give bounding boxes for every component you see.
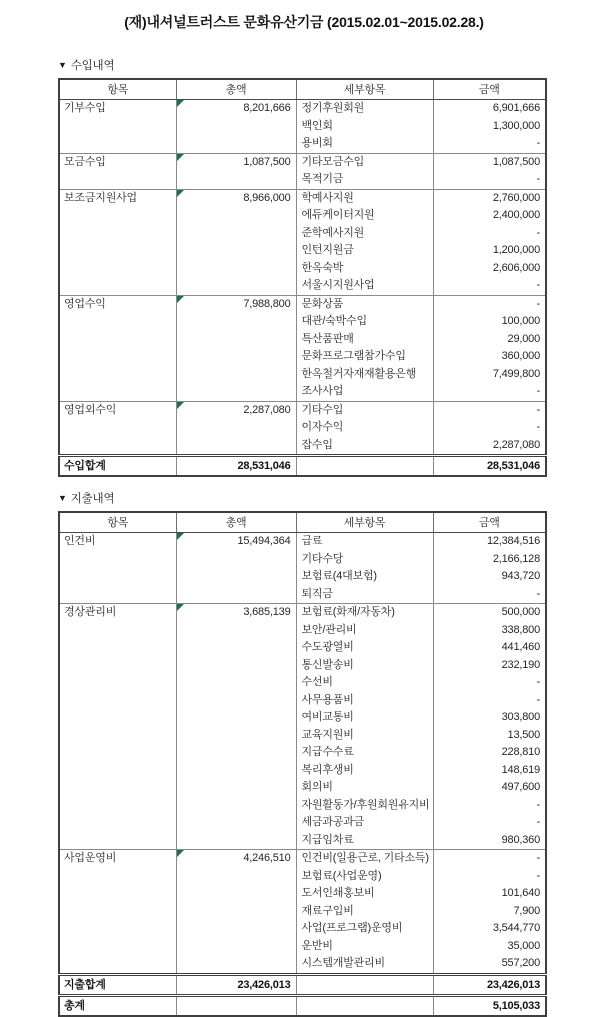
subitem-amount: 1,200,000 [492,244,540,256]
subitem-label: 대관/숙박수입 [301,315,367,327]
table-row [59,295,546,401]
subitem-amount: - [536,421,540,433]
subitem-amount: 1,300,000 [492,119,540,132]
subitem-amount: 6,901,666 [492,102,540,114]
income-table-body [59,100,546,456]
item-cell: 인건비 [59,533,176,604]
subitem-amount: 29,000 [507,332,540,345]
subitem-amount: 3,544,770 [492,922,540,934]
income-section [58,57,550,477]
subitem-amount: 100,000 [501,315,540,327]
subitem-amount: 7,499,800 [492,367,540,380]
income-table [58,78,547,477]
note-marker-icon [177,604,184,611]
subitem-label: 시스템개발관리비 [301,957,385,969]
table-row [59,604,546,850]
subitem-amount: 943,720 [501,570,540,582]
subitem-amount: 35,000 [507,939,540,952]
expense-table [58,511,547,1017]
subitem-label: 지급수수료 [301,746,354,758]
subitem-label: 보안/관리비 [301,623,357,636]
subitem-label: 사무용품비 [301,693,354,706]
subitem-amount: 303,800 [501,711,540,723]
item-cell: 기부수입 [59,100,176,154]
subitem-label: 교육지원비 [301,728,354,741]
column-header-2: 세부항목 [296,512,433,533]
amounts-cell [433,401,546,456]
expense-section-label-text: 지출내역 [70,493,115,505]
subitem-amount: - [536,693,540,706]
header-row [59,512,546,533]
subitem-label: 정기후원회원 [301,102,365,114]
subitem-label: 서울시지원사업 [301,279,375,291]
item-cell: 보조금지원사업 [59,189,176,295]
table-row [59,533,546,604]
subitem-amount: 2,166,128 [492,552,540,565]
subitem-label: 수선비 [301,676,333,688]
total-cell: 7,988,800 [176,295,296,401]
note-marker-icon [177,296,184,303]
expense-table-foot [59,974,546,1016]
note-marker-icon [177,402,184,409]
subitem-amount: - [536,816,540,828]
subitem-label: 보험료(화재/자동차) [301,606,395,618]
subitem-label: 인턴지원금 [301,244,354,256]
item-cell: 모금수입 [59,153,176,189]
table-row [59,401,546,456]
subitem-amount: 2,287,080 [492,438,540,451]
subitem-amount: 2,400,000 [492,209,540,221]
amounts-cell [433,850,546,975]
subitem-amount: - [536,869,540,882]
subitem-label: 특산품판매 [301,332,354,345]
subitem-amount: - [536,385,540,397]
summary-sub-cell [296,974,433,995]
subitem-label: 회의비 [301,781,333,793]
subitem-amount: 980,360 [501,833,540,846]
column-header-0: 항목 [59,512,176,533]
subitem-amount: - [536,403,540,416]
subitems-cell [296,153,433,189]
table-row [59,189,546,295]
income-table-head [59,79,546,100]
subitem-label: 수도광열비 [301,641,354,653]
column-header-3: 금액 [433,512,546,533]
summary-total-cell: 28,531,046 [176,456,296,477]
table-row [59,850,546,975]
item-cell: 사업운영비 [59,850,176,975]
table-row [59,153,546,189]
subitems-cell [296,295,433,401]
subitem-label: 조사사업 [301,385,344,397]
subitem-label: 준학예사지원 [301,226,365,239]
subitem-label: 보험료(4대보험) [301,570,377,582]
subitems-cell [296,533,433,604]
subitem-label: 기타수당 [301,552,344,565]
note-marker-icon [177,533,184,540]
amounts-cell [433,100,546,154]
subitem-amount: - [536,279,540,291]
total-cell: 15,494,364 [176,533,296,604]
summary-row [59,995,546,1016]
subitem-label: 재료구입비 [301,904,354,917]
subitem-label: 이자수익 [301,421,344,433]
subitem-amount: 1,087,500 [492,155,540,168]
column-header-2: 세부항목 [296,79,433,100]
total-cell: 2,287,080 [176,401,296,456]
subitem-amount: 441,460 [501,641,540,653]
summary-amount-cell: 23,426,013 [433,974,546,995]
subitem-label: 용비회 [301,137,333,149]
subitem-amount: 148,619 [501,763,540,776]
summary-row [59,974,546,995]
column-header-3: 금액 [433,79,546,100]
subitem-amount: 7,900 [513,904,540,917]
amounts-cell [433,295,546,401]
subitem-label: 한옥숙박 [301,261,344,274]
subitem-label: 여비교통비 [301,711,354,723]
total-cell: 8,966,000 [176,189,296,295]
subitem-label: 문화프로그램참가수입 [301,350,406,362]
subitem-amount: 2,606,000 [492,261,540,274]
subitem-amount: 2,760,000 [492,191,540,204]
subitem-amount: - [536,587,540,600]
triangle-down-icon: ▼ [58,493,67,503]
subitem-label: 문화상품 [301,297,344,310]
subitem-label: 운반비 [301,939,333,952]
subitem-amount: - [536,852,540,864]
subitem-label: 세금과공과금 [301,816,365,828]
summary-sub-cell [296,456,433,477]
subitem-amount: - [536,137,540,149]
expense-table-head [59,512,546,533]
subitem-amount: - [536,297,540,310]
subitem-amount: - [536,173,540,185]
total-cell: 1,087,500 [176,153,296,189]
summary-total-cell [176,995,296,1016]
subitem-label: 한옥철거자재재활용은행 [301,367,417,380]
summary-amount-cell: 28,531,046 [433,456,546,477]
subitem-amount: 12,384,516 [486,535,540,547]
subitems-cell [296,604,433,850]
subitem-label: 복리후생비 [301,763,354,776]
note-marker-icon [177,850,184,857]
subitem-label: 학예사지원 [301,191,354,204]
subitem-amount: 101,640 [501,887,540,899]
subitem-label: 잡수입 [301,438,333,451]
summary-label-cell: 지출합계 [59,974,176,995]
expense-table-body [59,533,546,975]
subitem-label: 도서인쇄홍보비 [301,887,375,899]
subitems-cell [296,850,433,975]
total-cell: 3,685,139 [176,604,296,850]
subitem-amount: - [536,676,540,688]
summary-sub-cell [296,995,433,1016]
summary-label-cell: 총계 [59,995,176,1016]
subitem-label: 기타모금수입 [301,155,365,168]
subitem-amount: 338,800 [501,623,540,636]
summary-row [59,456,546,477]
note-marker-icon [177,154,184,161]
subitems-cell [296,100,433,154]
subitem-label: 자원활동가/후원회원유지비 [301,798,430,811]
column-header-0: 항목 [59,79,176,100]
subitem-label: 백인회 [301,119,333,132]
subitem-amount: 232,190 [501,658,540,671]
column-header-1: 총액 [176,512,296,533]
income-section-label-text: 수입내역 [70,60,115,72]
note-marker-icon [177,190,184,197]
expense-section [58,490,550,1017]
subitem-amount: 360,000 [501,350,540,362]
subitem-label: 에듀케이터지원 [301,209,375,221]
summary-amount-cell: 5,105,033 [433,995,546,1016]
subitem-amount: - [536,798,540,811]
table-row [59,100,546,154]
subitem-amount: 500,000 [501,606,540,618]
page-title: (재)내셔널트러스트 문화유산기금 (2015.02.01~2015.02.28.) [124,14,484,30]
subitem-label: 퇴직금 [301,587,333,600]
subitem-label: 보험료(사업운영) [301,869,382,882]
total-cell: 8,201,666 [176,100,296,154]
subitem-amount: 228,810 [501,746,540,758]
item-cell: 경상관리비 [59,604,176,850]
income-table-foot [59,456,546,477]
total-cell: 4,246,510 [176,850,296,975]
subitems-cell [296,401,433,456]
subitem-amount: 13,500 [507,728,540,741]
amounts-cell [433,604,546,850]
expense-section-label [58,490,550,506]
subitems-cell [296,189,433,295]
note-marker-icon [177,100,184,107]
item-cell: 영업외수익 [59,401,176,456]
subitem-amount: 557,200 [501,957,540,969]
amounts-cell [433,153,546,189]
amounts-cell [433,189,546,295]
subitem-label: 기타수입 [301,403,344,416]
subitem-label: 통신발송비 [301,658,354,671]
column-header-1: 총액 [176,79,296,100]
summary-label-cell: 수입합계 [59,456,176,477]
subitem-amount: - [536,226,540,239]
subitem-label: 목적기금 [301,173,344,185]
subitem-label: 사업(프로그램)운영비 [301,922,403,934]
subitem-label: 급료 [301,535,323,547]
item-cell: 영업수익 [59,295,176,401]
triangle-down-icon: ▼ [58,60,67,70]
summary-total-cell: 23,426,013 [176,974,296,995]
subitem-label: 인건비(일용근로, 기타소득) [301,852,429,864]
subitem-label: 지급임차료 [301,833,354,846]
header-row [59,79,546,100]
amounts-cell [433,533,546,604]
income-section-label [58,57,550,73]
subitem-amount: 497,600 [501,781,540,793]
